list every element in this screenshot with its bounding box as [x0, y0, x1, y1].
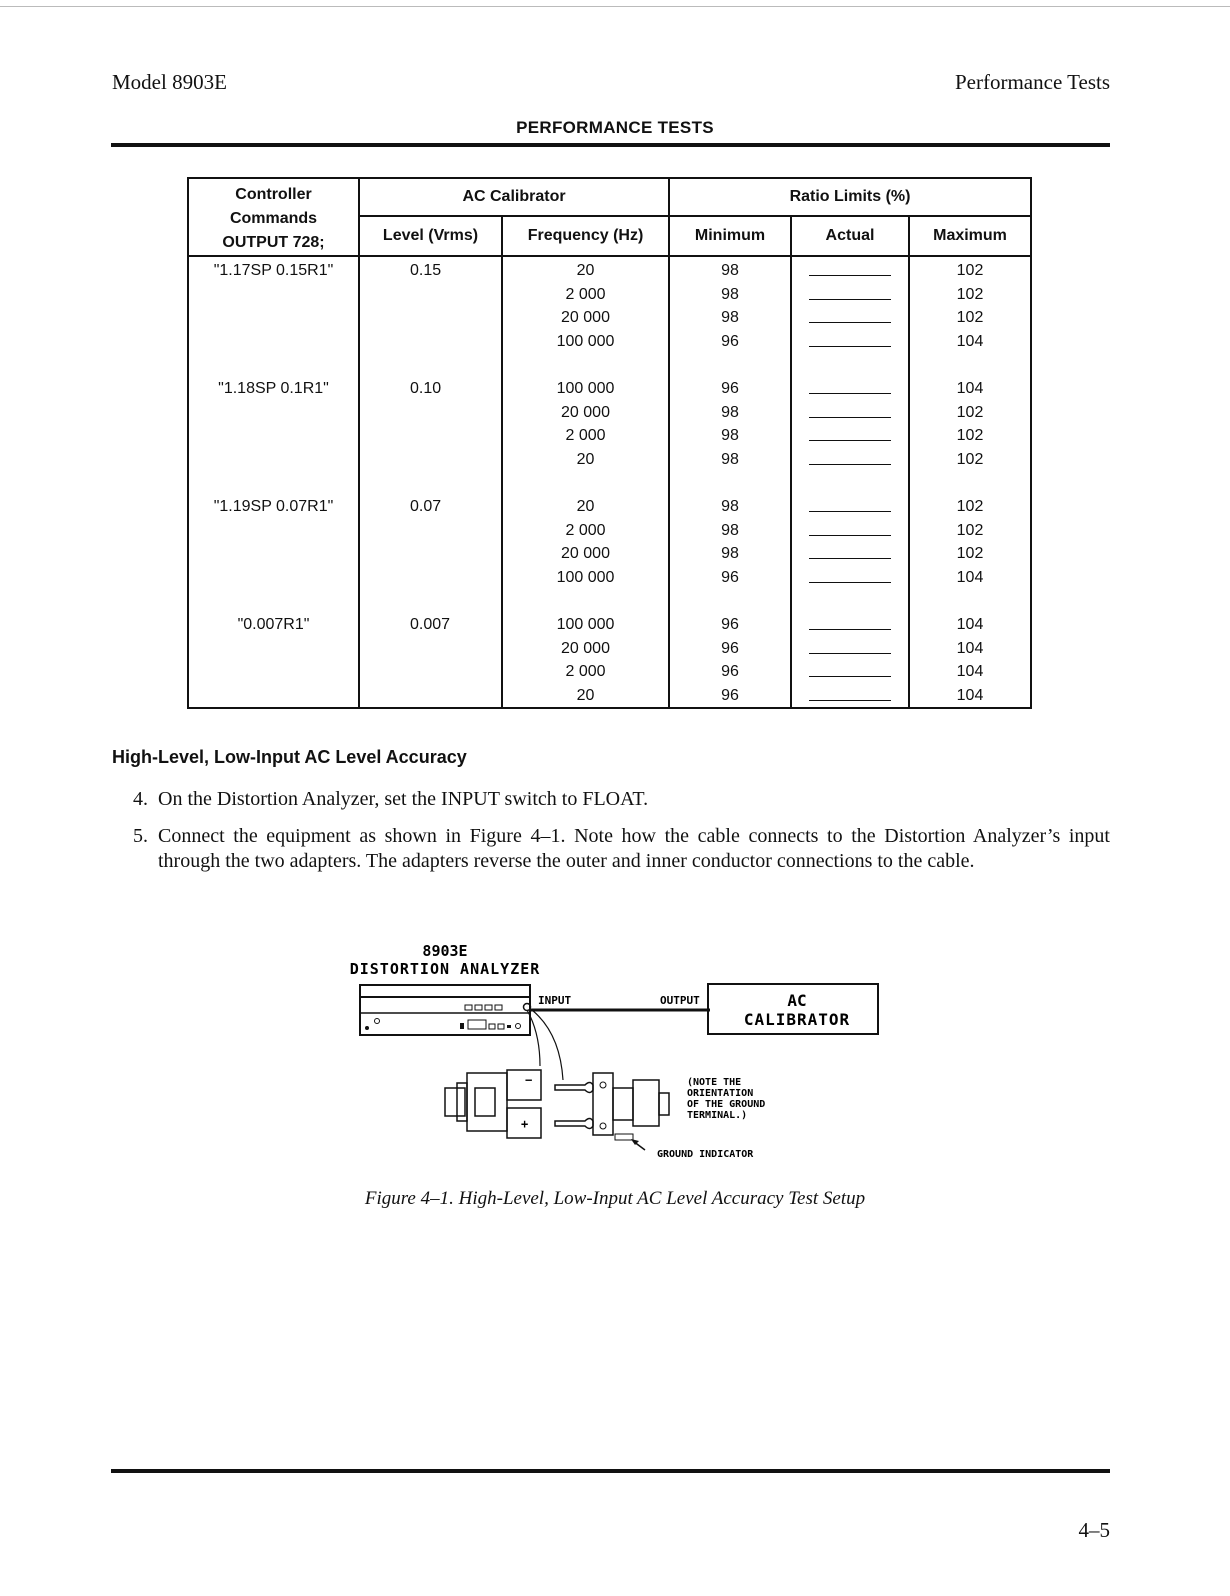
frequency-cell: 2 000	[565, 663, 606, 681]
actual-blank[interactable]	[809, 448, 891, 465]
maximum-cell: 102	[956, 427, 984, 445]
frequency-cell: 2 000	[565, 521, 606, 539]
maximum-cell: 102	[956, 545, 984, 563]
frequency-cell: 2 000	[565, 427, 606, 445]
minimum-header: Minimum	[669, 216, 791, 256]
minimum-cell: 98	[721, 427, 739, 445]
minimum-cell: 96	[721, 332, 739, 350]
header-section: Performance Tests	[954, 70, 1110, 94]
actual-blank[interactable]	[809, 283, 891, 300]
footer-rule	[111, 1469, 1110, 1473]
top-border-line	[0, 6, 1230, 7]
actual-blank[interactable]	[809, 495, 891, 512]
header-model: Model 8903E	[112, 70, 227, 94]
note-line-3: OF THE GROUND	[687, 1099, 766, 1110]
calibrator-label-1: AC	[787, 991, 807, 1010]
frequency-cell: 100 000	[556, 332, 615, 350]
maximum-cell: 104	[956, 663, 984, 681]
ac-calibrator	[708, 984, 878, 1034]
actual-header: Actual	[791, 216, 909, 256]
maximum-cell: 102	[956, 497, 984, 515]
page-title: PERFORMANCE TESTS	[516, 118, 714, 137]
minimum-cell: 98	[721, 545, 739, 563]
minimum-cell: 98	[721, 521, 739, 539]
minimum-cell: 96	[721, 615, 739, 633]
frequency-cell: 2 000	[565, 285, 606, 303]
output-label: OUTPUT	[660, 994, 700, 1007]
level-header: Level (Vrms)	[359, 216, 502, 256]
maximum-cell: 104	[956, 379, 984, 397]
frequency-cell: 100 000	[556, 379, 615, 397]
actual-blank[interactable]	[809, 637, 891, 654]
analyzer-model-label: 8903E	[422, 942, 468, 960]
actual-blank[interactable]	[809, 613, 891, 630]
ac-calibrator-header: AC Calibrator	[359, 178, 669, 216]
actual-blank[interactable]	[809, 306, 891, 323]
minimum-cell: 96	[721, 568, 739, 586]
maximum-cell: 104	[956, 568, 984, 586]
step-4: 4. On the Distortion Analyzer, set the INPUT switch to FLOAT.	[133, 788, 649, 810]
frequency-cell: 100 000	[556, 568, 615, 586]
maximum-cell: 102	[956, 450, 984, 468]
minimum-cell: 96	[721, 639, 739, 657]
analyzer-name-label: DISTORTION ANALYZER	[349, 960, 541, 978]
note-line-4: TERMINAL.)	[687, 1110, 748, 1121]
maximum-cell: 104	[956, 639, 984, 657]
actual-blank[interactable]	[809, 519, 891, 536]
ratio-limits-header: Ratio Limits (%)	[669, 178, 1031, 216]
minimum-cell: 98	[721, 497, 739, 515]
minimum-cell: 98	[721, 285, 739, 303]
level-cell: 0.15	[410, 262, 442, 279]
maximum-cell: 102	[956, 521, 984, 539]
minimum-cell: 98	[721, 403, 739, 421]
minimum-cell: 96	[721, 379, 739, 397]
actual-blank[interactable]	[809, 330, 891, 347]
frequency-header: Frequency (Hz)	[502, 216, 669, 256]
frequency-cell: 20 000	[561, 309, 610, 327]
actual-blank[interactable]	[809, 542, 891, 559]
adapter-right	[593, 1073, 669, 1140]
adapter-left	[445, 1070, 541, 1138]
command-cell: "1.19SP 0.07R1"	[213, 497, 334, 515]
maximum-cell: 102	[956, 262, 984, 279]
ground-indicator-label: GROUND INDICATOR	[657, 1149, 754, 1160]
actual-blank[interactable]	[809, 566, 891, 583]
minimum-cell: 98	[721, 262, 739, 279]
table-body-row	[188, 256, 1031, 708]
frequency-cell: 20	[576, 686, 595, 704]
test-setup-diagram	[335, 938, 895, 1168]
maximum-cell: 104	[956, 686, 984, 704]
input-label: INPUT	[538, 994, 572, 1007]
note-line-2: ORIENTATION	[687, 1088, 754, 1099]
minimum-cell: 96	[721, 686, 739, 704]
actual-blank[interactable]	[809, 684, 891, 701]
section-subheading: High-Level, Low-Input AC Level Accuracy	[112, 747, 467, 767]
minimum-cell: 98	[721, 450, 739, 468]
minimum-cell: 96	[721, 663, 739, 681]
maximum-header: Maximum	[909, 216, 1031, 256]
level-cell: 0.10	[410, 379, 442, 397]
header-rule	[111, 143, 1110, 147]
maximum-cell: 104	[956, 615, 984, 633]
command-cell: "1.18SP 0.1R1"	[218, 379, 329, 397]
level-cell: 0.007	[410, 615, 451, 633]
frequency-cell: 20 000	[561, 545, 610, 563]
actual-blank[interactable]	[809, 377, 891, 394]
figure-caption: Figure 4–1. High-Level, Low-Input AC Level Accuracy Test Setup	[364, 1188, 866, 1209]
level-cell: 0.07	[410, 497, 442, 515]
actual-blank[interactable]	[809, 424, 891, 441]
command-cell: "1.17SP 0.15R1"	[213, 262, 334, 279]
command-cell: "0.007R1"	[237, 615, 310, 633]
distortion-analyzer	[360, 985, 531, 1035]
plus-terminal-label: +	[521, 1117, 529, 1131]
frequency-cell: 20	[576, 497, 595, 515]
maximum-cell: 102	[956, 309, 984, 327]
minus-terminal-label: −	[525, 1073, 533, 1087]
frequency-cell: 20	[576, 450, 595, 468]
actual-blank[interactable]	[809, 401, 891, 418]
minimum-cell: 98	[721, 309, 739, 327]
actual-blank[interactable]	[809, 660, 891, 677]
frequency-cell: 20 000	[561, 639, 610, 657]
controller-commands-header: Controller Commands OUTPUT 728;	[188, 178, 359, 256]
maximum-cell: 102	[956, 403, 984, 421]
calibrator-label-2: CALIBRATOR	[743, 1010, 851, 1029]
step-5: 5. Connect the equipment as shown in Figure 4–1. Note how the cable connects to the Distortion Analyzer’s input through the two adapters. The adapters reverse the outer and inner conductor connections to the cable.	[133, 825, 1110, 872]
frequency-cell: 20 000	[561, 403, 610, 421]
frequency-cell: 20	[576, 262, 595, 279]
page-number: 4–5	[1078, 1518, 1110, 1542]
maximum-cell: 104	[956, 332, 984, 350]
performance-table	[187, 177, 1032, 709]
maximum-cell: 102	[956, 285, 984, 303]
note-line-1: (NOTE THE	[687, 1077, 742, 1088]
actual-blank[interactable]	[809, 259, 891, 276]
frequency-cell: 100 000	[556, 615, 615, 633]
